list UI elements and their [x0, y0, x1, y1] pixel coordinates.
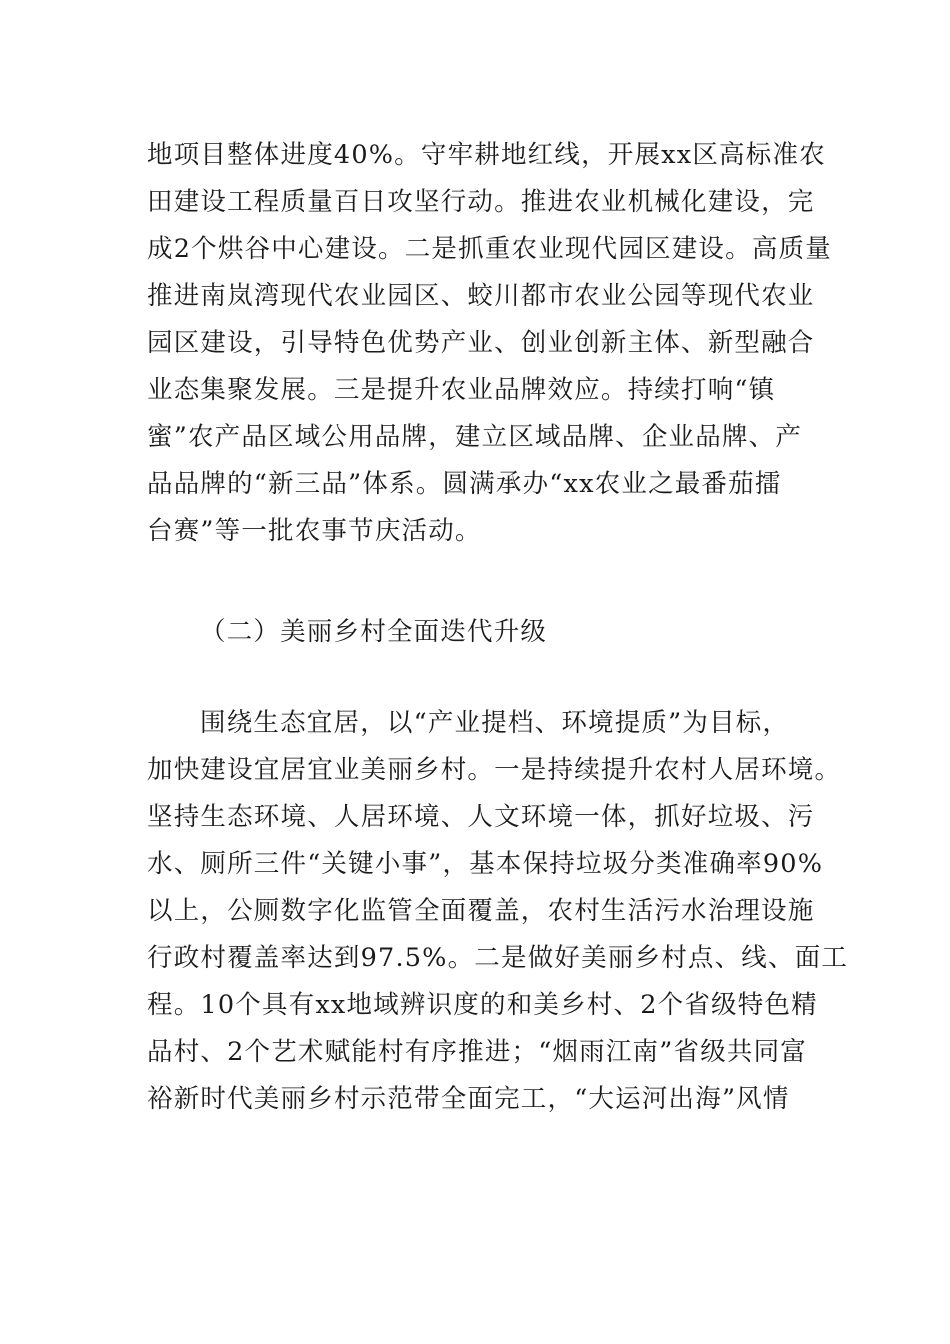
paragraph-line: 水、厕所三件“关键小事”，基本保持垃圾分类准确率90% — [147, 849, 824, 879]
paragraph-line: 成2个烘谷中心建设。二是抓重农业现代园区建设。高质量 — [147, 234, 832, 264]
paragraph-line: 业态集聚发展。三是提升农业品牌效应。持续打响“镇 — [147, 375, 776, 405]
paragraph-line: 地项目整体进度40%。守牢耕地红线，开展xx区高标准农 — [147, 140, 826, 170]
paragraph-line: 田建设工程质量百日攻坚行动。推进农业机械化建设，完 — [147, 187, 815, 217]
paragraph-line: 品村、2个艺术赋能村有序推进；“烟雨江南”省级共同富 — [147, 1037, 807, 1067]
section-heading: （二）美丽乡村全面迭代升级 — [200, 617, 548, 647]
paragraph-line: 坚持生态环境、人居环境、人文环境一体，抓好垃圾、污 — [147, 802, 815, 832]
paragraph-line: 裕新时代美丽乡村示范带全面完工，“大运河出海”风情 — [147, 1084, 790, 1114]
paragraph-line: 程。10个具有xx地域辨识度的和美乡村、2个省级特色精 — [147, 990, 818, 1020]
paragraph-line: 围绕生态宜居，以“产业提档、环境提质”为目标， — [200, 708, 790, 738]
paragraph-line: 行政村覆盖率达到97.5%。二是做好美丽乡村点、线、面工 — [147, 943, 849, 973]
paragraph-line: 蜜”农产品区域公用品牌，建立区域品牌、企业品牌、产 — [147, 422, 803, 452]
paragraph-line: 品品牌的“新三品”体系。圆满承办“xx农业之最番茄擂 — [147, 469, 782, 499]
paragraph-line: 台赛”等一批农事节庆活动。 — [147, 516, 482, 546]
paragraph-line: 以上，公厕数字化监管全面覆盖，农村生活污水治理设施 — [147, 896, 815, 926]
paragraph-line: 加快建设宜居宜业美丽乡村。一是持续提升农村人居环境。 — [147, 755, 842, 785]
paragraph-line: 园区建设，引导特色优势产业、创业创新主体、新型融合 — [147, 328, 815, 358]
paragraph-line: 推进南岚湾现代农业园区、蛟川都市农业公园等现代农业 — [147, 281, 815, 311]
